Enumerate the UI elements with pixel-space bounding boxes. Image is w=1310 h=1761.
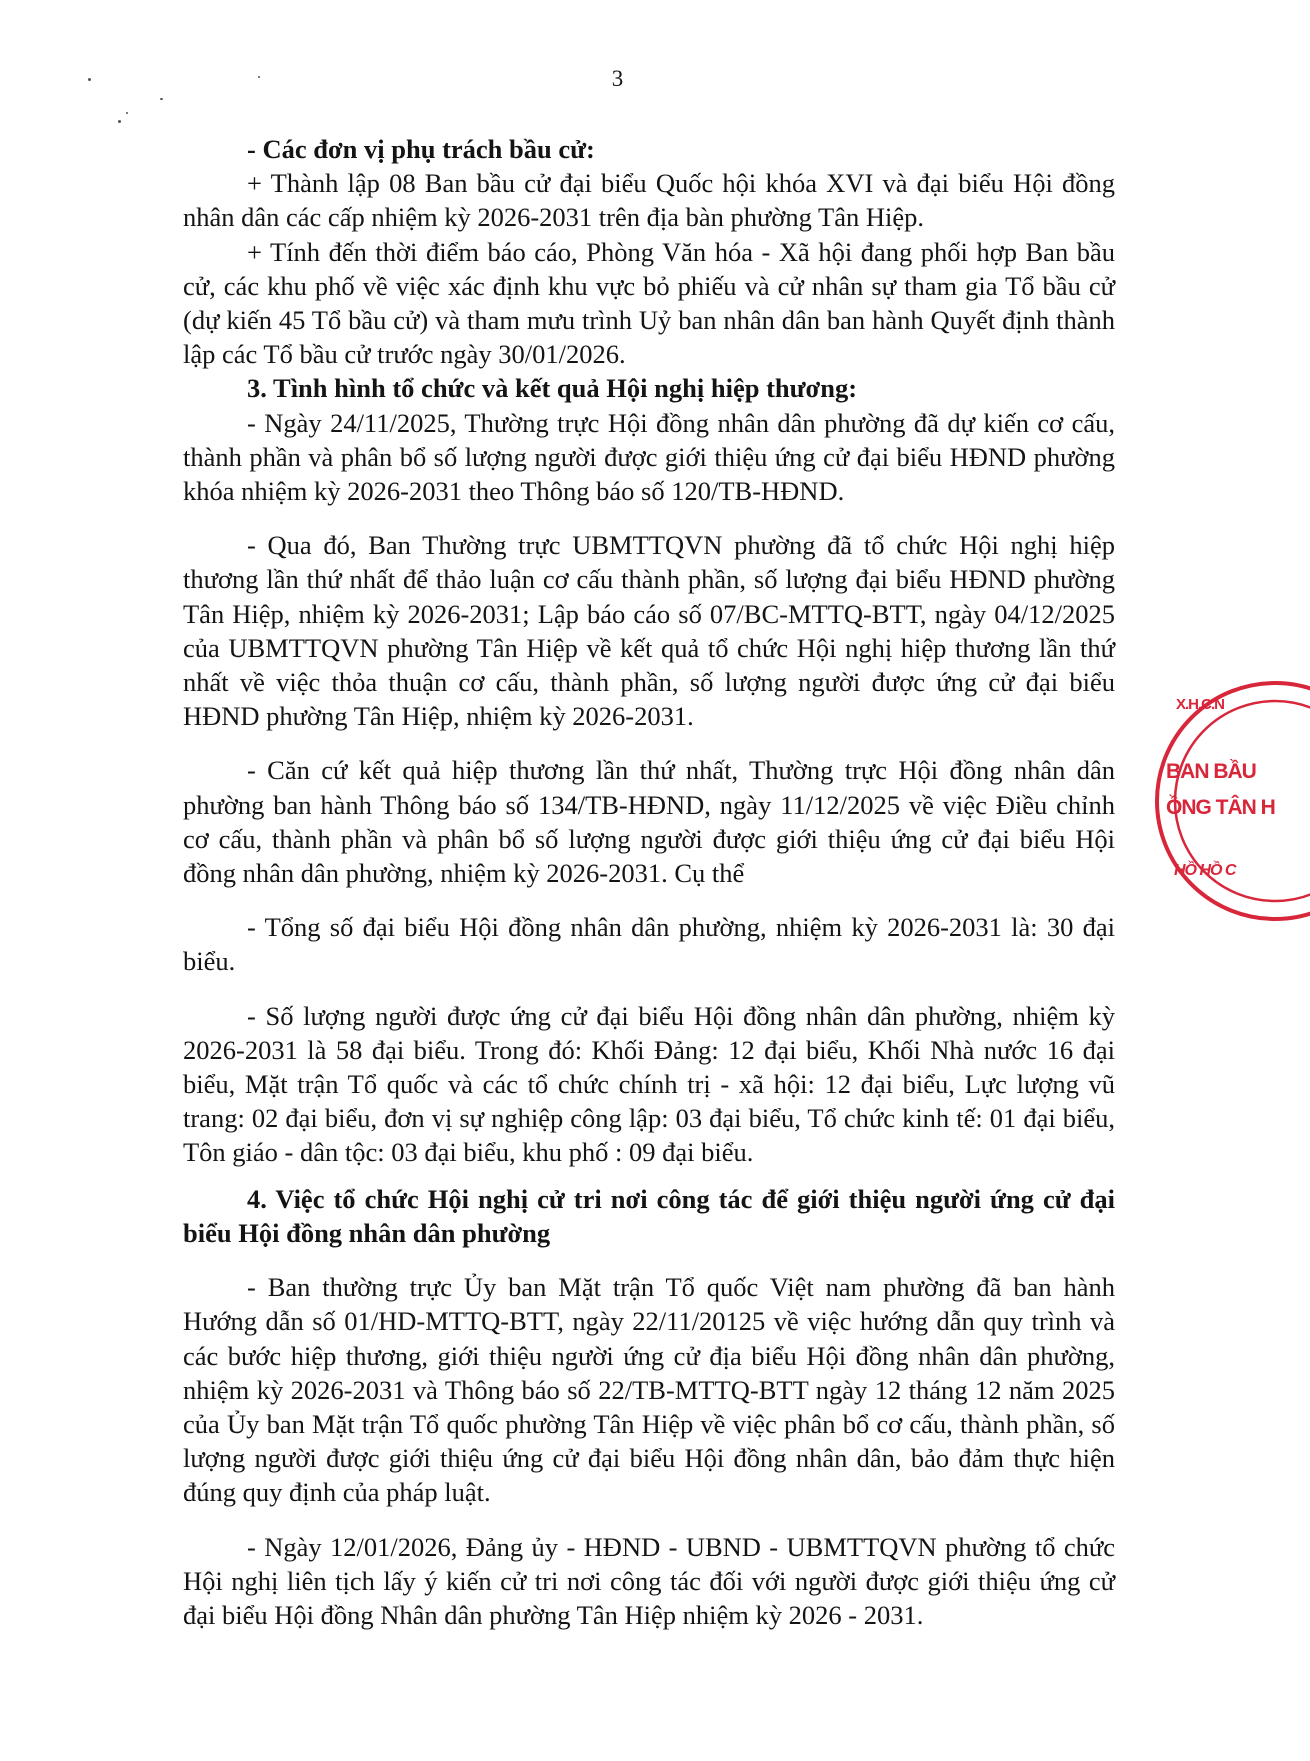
scan-speck	[88, 78, 91, 81]
scan-speck	[258, 76, 260, 78]
paragraph-adjusted-notice: - Căn cứ kết quả hiệp thương lần thứ nhất, Thường trực Hội đồng nhân dân phường ban hành Thông báo số 134/TB-HĐND, ngày 11/12/2025 về việc Điều chỉnh cơ cấu, thành phần và phân bổ số lượng người được giới thiệu ứng cử đại biểu Hội đồng nhân dân phường, nhiệm kỳ 2026-2031. Cụ thể	[183, 755, 1115, 889]
official-seal	[1150, 676, 1310, 926]
paragraph-election-boards: + Thành lập 08 Ban bầu cử đại biểu Quốc hội khóa XVI và đại biểu Hội đồng nhân dân các cấp nhiệm kỳ 2026-2031 trên địa bàn phường Tân Hiệp.	[183, 168, 1115, 233]
paragraph-candidate-breakdown: - Số lượng người được ứng cử đại biểu Hội đồng nhân dân phường, nhiệm kỳ 2026-2031 là 58 đại biểu. Trong đó: Khối Đảng: 12 đại biểu, Khối Nhà nước 16 đại biểu, Mặt trận Tổ quốc và các tổ chức chính trị - xã hội: 12 đại biểu, Lực lượng vũ trang: 02 đại biểu, đơn vị sự nghiệp công lập: 03 đại biểu, Tổ chức kinh tế: 01 đại biểu, Tôn giáo - dân tộc: 03 đại biểu, khu phố : 09 đại biểu.	[183, 1000, 1115, 1168]
paragraph-total-delegates: - Tổng số đại biểu Hội đồng nhân dân phường, nhiệm kỳ 2026-2031 là: 30 đại biểu.	[183, 912, 1115, 977]
seal-text-bottom: HỒ HỒ C	[1174, 862, 1236, 879]
heading-section-3: 3. Tình hình tổ chức và kết quả Hội nghị hiệp thương:	[247, 373, 858, 404]
seal-text-middle: BAN BẦU	[1166, 760, 1256, 783]
paragraph-joint-conference: - Ngày 12/01/2026, Đảng ủy - HĐND - UBND - UBMTTQVN phường tổ chức Hội nghị liên tịch lấy ý kiến cử tri nơi công tác đối với người được giới thiệu ứng cử đại biểu Hội đồng Nhân dân phường Tân Hiệp nhiệm kỳ 2026 - 2031.	[183, 1531, 1115, 1630]
paragraph-structure-notice: - Ngày 24/11/2025, Thường trực Hội đồng nhân dân phường đã dự kiến cơ cấu, thành phần và phân bổ số lượng người được giới thiệu ứng cử đại biểu HĐND phường khóa nhiệm kỳ 2026-2031 theo Thông báo số 120/TB-HĐND.	[183, 407, 1115, 507]
heading-section-4: 4. Việc tổ chức Hội nghị cử tri nơi công tác để giới thiệu người ứng cử đại biểu Hội đồng nhân dân phường	[183, 1183, 1115, 1248]
scan-speck	[160, 98, 163, 100]
paragraph-guidance: - Ban thường trực Ủy ban Mặt trận Tổ quốc Việt nam phường đã ban hành Hướng dẫn số 01/HD-MTTQ-BTT, ngày 22/11/20125 về việc hướng dẫn quy trình và các bước hiệp thương, giới thiệu người ứng cử địa biểu Hội đồng nhân dân phường, nhiệm kỳ 2026-2031 và Thông báo số 22/TB-MTTQ-BTT ngày 12 tháng 12 năm 2025 của Ủy ban Mặt trận Tổ quốc phường Tân Hiệp về việc phân bổ cơ cấu, thành phần, số lượng người được giới thiệu ứng cử đại biểu Hội đồng nhân dân, bảo đảm thực hiện đúng quy định của pháp luật.	[183, 1272, 1115, 1508]
page-number: 3	[611, 66, 624, 91]
heading-election-units: - Các đơn vị phụ trách bầu cử:	[247, 134, 595, 164]
document-body	[183, 132, 1115, 1632]
paragraph-first-consultation: - Qua đó, Ban Thường trực UBMTTQVN phường đã tổ chức Hội nghị hiệp thương lần thứ nhất để thảo luận cơ cấu thành phần, số lượng đại biểu HĐND phường Tân Hiệp, nhiệm kỳ 2026-2031; Lập báo cáo số 07/BC-MTTQ-BTT, ngày 04/12/2025 của UBMTTQVN phường Tân Hiệp về kết quả tổ chức Hội nghị hiệp thương lần thứ nhất về việc thỏa thuận cơ cấu, thành phần, số lượng người được ứng cử đại biểu HĐND phường Tân Hiệp, nhiệm kỳ 2026-2031.	[183, 530, 1115, 732]
paragraph-election-teams: + Tính đến thời điểm báo cáo, Phòng Văn hóa - Xã hội đang phối hợp Ban bầu cử, các khu phố về việc xác định khu vực bỏ phiếu và cử nhân sự tham gia Tổ bầu cử (dự kiến 45 Tổ bầu cử) và tham mưu trình Uỷ ban nhân dân ban hành Quyết định thành lập các Tổ bầu cử trước ngày 30/01/2026.	[183, 236, 1115, 370]
seal-text-lower: ỒNG TÂN H	[1166, 796, 1275, 819]
seal-text-top: X.H.C.N	[1176, 696, 1225, 713]
scan-speck	[118, 120, 121, 123]
scan-speck	[126, 112, 128, 114]
